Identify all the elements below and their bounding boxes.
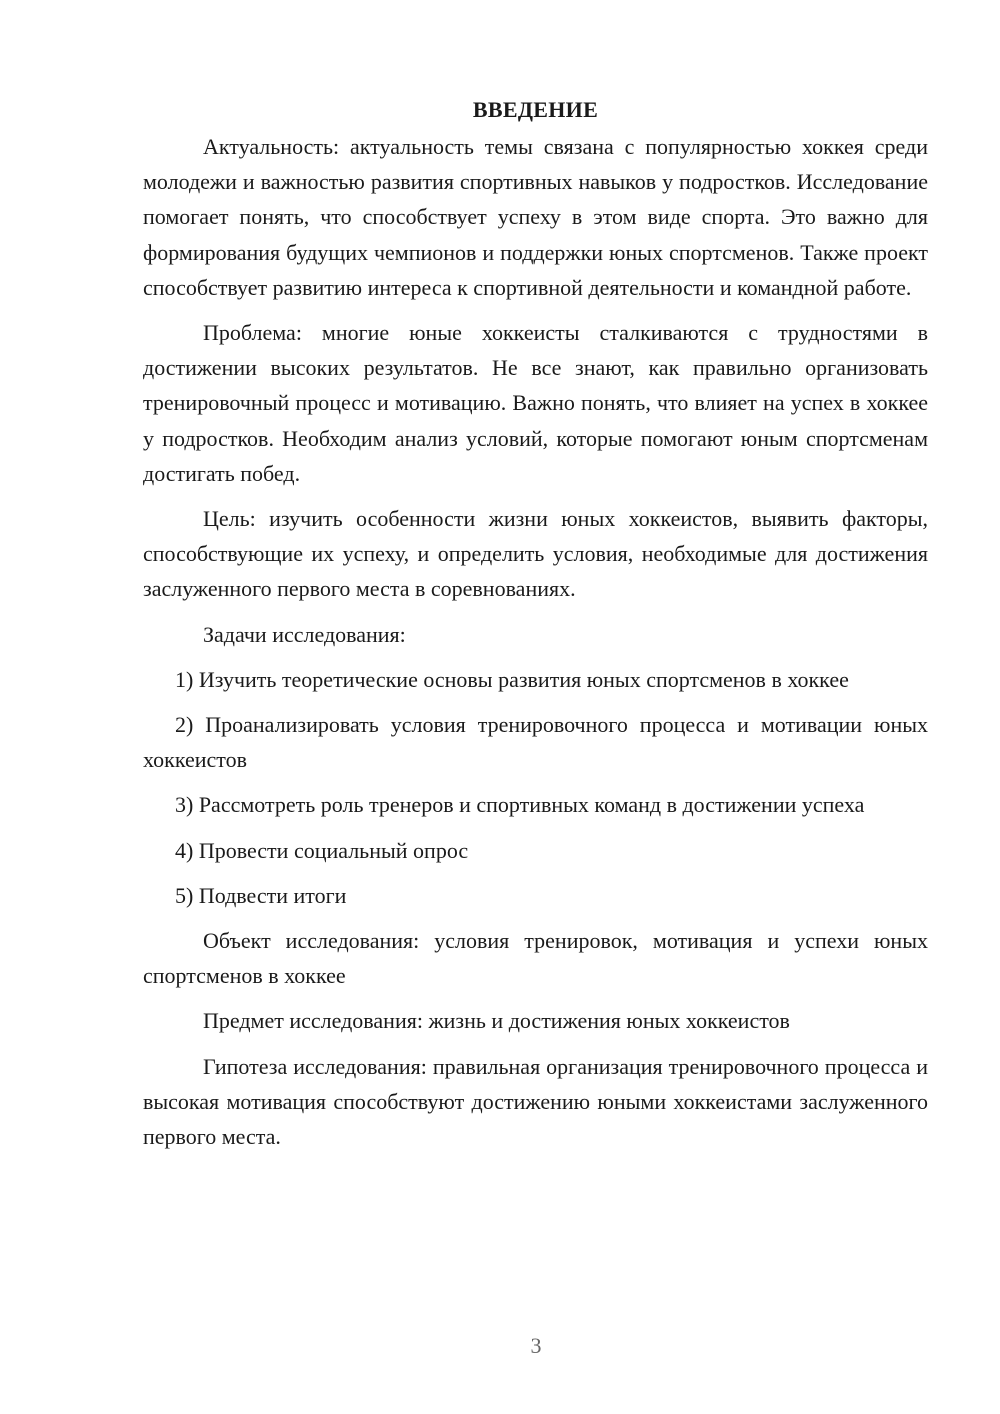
hypothesis-paragraph: Гипотеза исследования: правильная организация тренировочного процесса и высокая мотивация способствуют достижению юными хоккеистами заслуженного первого места.: [143, 1053, 928, 1150]
section-heading: ВВЕДЕНИЕ: [472, 97, 599, 122]
document-page: [143, 92, 928, 1164]
relevance-paragraph: Актуальность: актуальность темы связана с популярностью хоккея среди молодежи и важностью развития спортивных навыков у подростков. Исследование помогает понять, что способствует успеху в этом виде спорта. Это важно для формирования будущих чемпионов и поддержки юных спортсменов. Также проект способствует развитию интереса к спортивной деятельности и командной работе.: [143, 134, 928, 300]
problem-paragraph: Проблема: многие юные хоккеисты сталкиваются с трудностями в достижении высоких результатов. Не все знают, как правильно организовать тренировочный процесс и мотивацию. Важно понять, что влияет на успех в хоккее у подростков. Необходим анализ условий, которые помогают юным спортсменам достигать побед.: [143, 320, 928, 486]
list-item: 1) Изучить теоретические основы развития юных спортсменов в хоккее: [175, 666, 849, 692]
list-item: 3) Рассмотреть роль тренеров и спортивных команд в достижении успеха: [175, 792, 865, 818]
goal-paragraph: Цель: изучить особенности жизни юных хоккеистов, выявить факторы, способствующие их успеху, и определить условия, необходимые для достижения заслуженного первого места в соревнованиях.: [143, 506, 928, 602]
tasks-heading: Задачи исследования:: [203, 621, 406, 647]
object-paragraph: Объект исследования: условия тренировок, мотивация и успехи юных спортсменов в хоккее: [143, 928, 928, 989]
page-number: 3: [530, 1333, 542, 1358]
tasks-list: [143, 662, 928, 913]
list-item: 5) Подвести итоги: [175, 882, 347, 908]
subject-paragraph: Предмет исследования: жизнь и достижения юных хоккеистов: [203, 1008, 790, 1034]
list-item: 4) Провести социальный опрос: [175, 837, 469, 863]
list-item: 2) Проанализировать условия тренировочного процесса и мотивации юных хоккеистов: [143, 712, 928, 773]
